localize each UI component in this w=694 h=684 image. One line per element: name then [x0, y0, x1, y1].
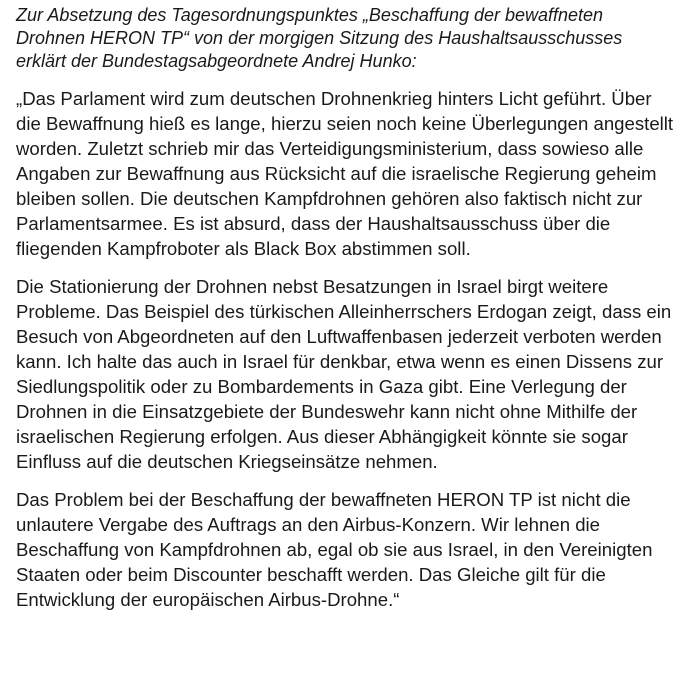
text-line: israelischen Regierung erfolgen. Aus dieser Abhängigkeit könnte sie sogar	[16, 426, 628, 447]
text-line: Angaben zur Bewaffnung aus Rücksicht auf die israelische Regierung geheim	[16, 163, 657, 184]
quote-paragraph-3	[16, 487, 692, 612]
text-line: worden. Zuletzt schrieb mir das Verteidigungsministerium, dass sowieso alle	[16, 138, 644, 159]
text-line: „Das Parlament wird zum deutschen Drohnenkrieg hinters Licht geführt. Über	[16, 88, 652, 109]
text-line: Die Stationierung der Drohnen nebst Besatzungen in Israel birgt weitere	[16, 276, 609, 297]
text-line: Das Problem bei der Beschaffung der bewaffneten HERON TP ist nicht die	[16, 489, 631, 510]
text-line: Siedlungspolitik oder zu Bombardements in Gaza gibt. Eine Verlegung der	[16, 376, 627, 397]
intro-line: Drohnen HERON TP“ von der morgigen Sitzung des Haushaltsausschusses	[16, 28, 623, 48]
text-line: Beschaffung von Kampfdrohnen ab, egal ob sie aus Israel, in den Vereinigten	[16, 539, 653, 560]
text-line: fliegenden Kampfroboter als Black Box abstimmen soll.	[16, 238, 471, 259]
intro-line: Zur Absetzung des Tagesordnungspunktes „Beschaffung der bewaffneten	[16, 5, 604, 25]
text-line: die Bewaffnung hieß es lange, hierzu seien noch keine Überlegungen angestellt	[16, 113, 674, 134]
text-line: Parlamentsarmee. Es ist absurd, dass der Haushaltsausschuss über die	[16, 213, 611, 234]
text-line: Drohnen in die Einsatzgebiete der Bundeswehr kann nicht ohne Mithilfe der	[16, 401, 638, 422]
intro-line: erklärt der Bundestagsabgeordnete Andrej Hunko:	[16, 51, 417, 71]
intro-statement	[16, 4, 692, 73]
text-line: kann. Ich halte das auch in Israel für denkbar, etwa wenn es einen Dissens zur	[16, 351, 664, 372]
text-line: unlautere Vergabe des Auftrags an den Airbus-Konzern. Wir lehnen die	[16, 514, 601, 535]
quote-paragraph-2	[16, 274, 692, 474]
text-line: Besuch von Abgeordneten auf den Luftwaffenbasen jederzeit verboten werden	[16, 326, 662, 347]
text-line: Staaten oder beim Discounter beschafft werden. Das Gleiche gilt für die	[16, 564, 606, 585]
quote-paragraph-1	[16, 86, 692, 261]
text-line: Einfluss auf die deutschen Kriegseinsätze nehmen.	[16, 451, 438, 472]
document-page	[16, 4, 692, 625]
text-line: Entwicklung der europäischen Airbus-Drohne.“	[16, 589, 400, 610]
text-line: bleiben sollen. Die deutschen Kampfdrohnen gehören also faktisch nicht zur	[16, 188, 643, 209]
text-line: Probleme. Das Beispiel des türkischen Alleinherrschers Erdogan zeigt, dass ein	[16, 301, 672, 322]
